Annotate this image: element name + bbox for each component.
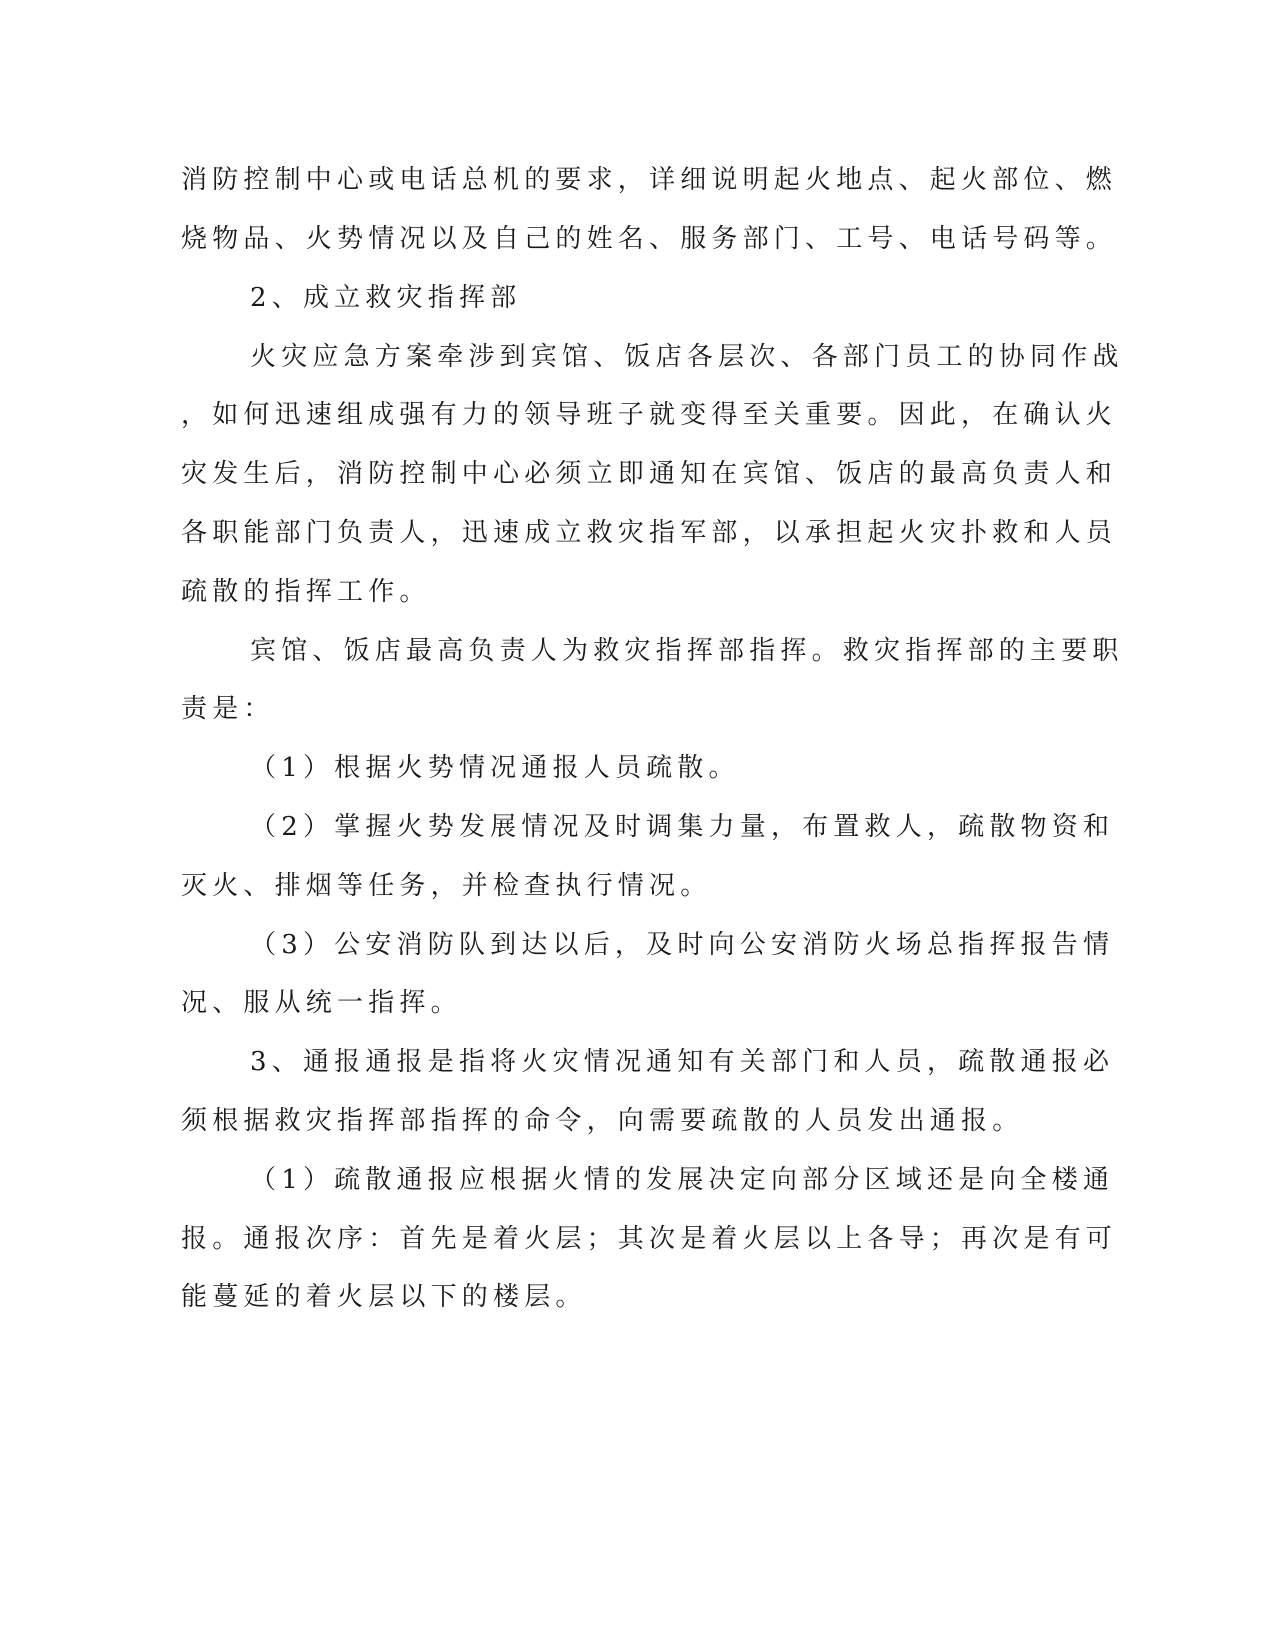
text-line: 消防控制中心或电话总机的要求，详细说明起火地点、起火部位、燃 bbox=[181, 165, 1118, 195]
list-item: （1）疏散通报应根据火情的发展决定向部分区域还是向全楼通 bbox=[250, 1165, 1115, 1195]
section-heading: 3、通报通报是指将火灾情况通知有关部门和人员，疏散通报必 bbox=[250, 1047, 1115, 1077]
text-line: 烧物品、火势情况以及自己的姓名、服务部门、工号、电话号码等。 bbox=[181, 224, 1118, 254]
list-item: （1）根据火势情况通报人员疏散。 bbox=[250, 753, 740, 783]
text-line: ，如何迅速组成强有力的领导班子就变得至关重要。因此，在确认火 bbox=[181, 400, 1118, 430]
text-line: 灾发生后，消防控制中心必须立即通知在宾馆、饭店的最高负责人和 bbox=[181, 459, 1118, 489]
text-line: 况、服从统一指挥。 bbox=[181, 988, 462, 1018]
text-line: 疏散的指挥工作。 bbox=[181, 577, 431, 607]
list-item: （3）公安消防队到达以后，及时向公安消防火场总指挥报告情 bbox=[250, 930, 1115, 960]
list-item: （2）掌握火势发展情况及时调集力量，布置救人，疏散物资和 bbox=[250, 812, 1115, 842]
text-line: 各职能部门负责人，迅速成立救灾指军部，以承担起火灾扑救和人员 bbox=[181, 518, 1118, 548]
text-line: 须根据救灾指挥部指挥的命令，向需要疏散的人员发出通报。 bbox=[181, 1106, 1024, 1136]
text-line: 宾馆、饭店最高负责人为救灾指挥部指挥。救灾指挥部的主要职 bbox=[250, 636, 1124, 666]
text-line: 火灾应急方案牵涉到宾馆、饭店各层次、各部门员工的协同作战 bbox=[250, 342, 1124, 372]
text-line: 报。通报次序：首先是着火层；其次是着火层以上各导；再次是有可 bbox=[181, 1224, 1118, 1254]
text-line: 责是： bbox=[181, 694, 275, 724]
section-heading: 2、成立救灾指挥部 bbox=[250, 283, 522, 313]
text-line: 能蔓延的着火层以下的楼层。 bbox=[181, 1282, 587, 1312]
text-line: 灭火、排烟等任务，并检查执行情况。 bbox=[181, 871, 712, 901]
